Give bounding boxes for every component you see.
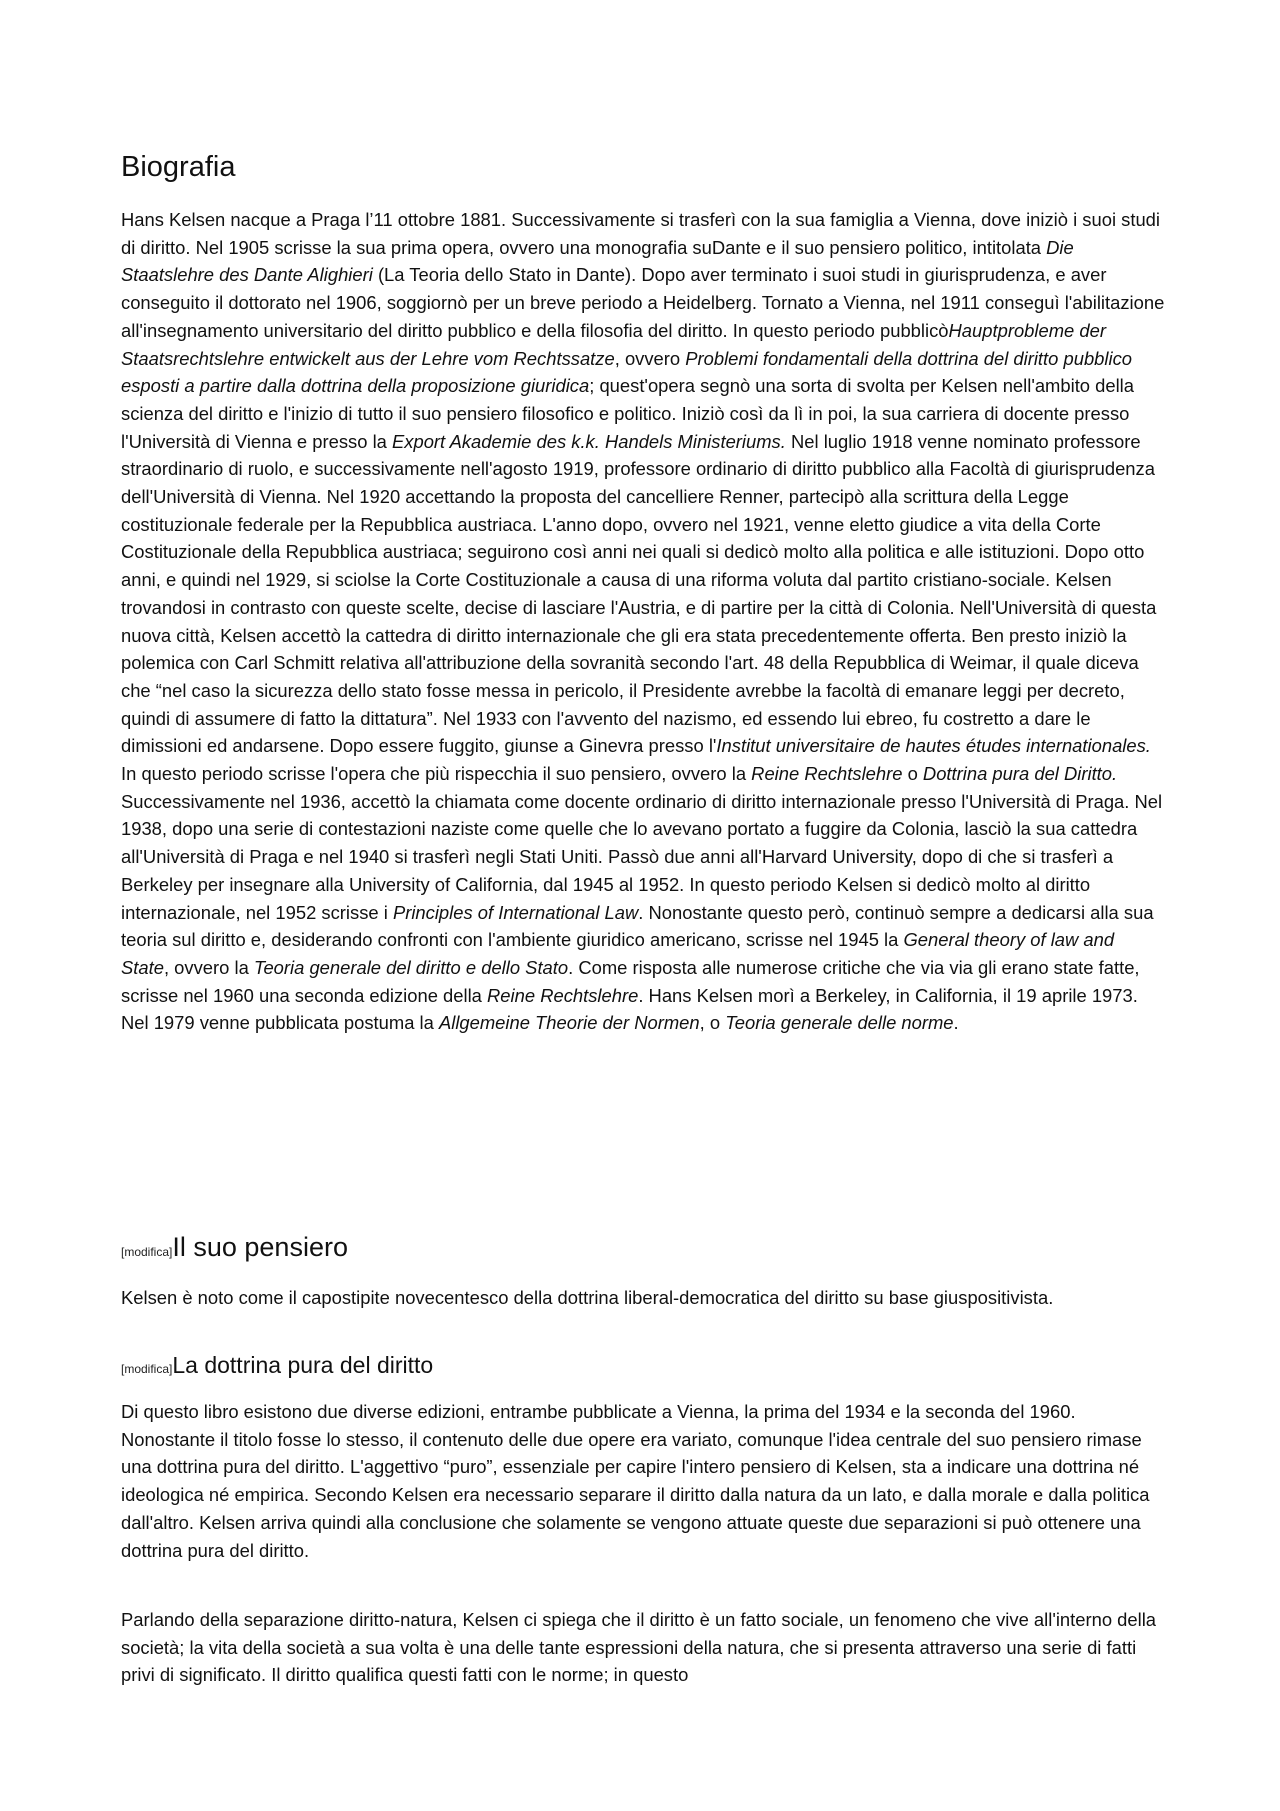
- bio-segment: Nel luglio 1918 venne nominato professore straordinario di ruolo, e successivamente nell'agosto 1919, professore ordinario di diritto pubblico alla Facoltà di giurisprudenza dell'Università di Vienna. Nel 1920 accettando la proposta del cancelliere Renner, partecipò alla scrittura della Legge costituzionale federale per la Repubblica austriaca. L'anno dopo, ovvero nel 1921, venne eletto giudice a vita della Corte Costituzionale della Repubblica austriaca; seguirono così anni nei quali si dedicò molto alla politica e alle istituzioni. Dopo otto anni, e quindi nel 1929, si sciolse la Corte Costituzionale a causa di una riforma voluta dal partito cristiano-sociale. Kelsen trovandosi in contrasto con queste scelte, decise di lasciare l'Austria, e di partire per la città di Colonia. Nell'Università di questa nuova città, Kelsen accettò la cattedra di diritto internazionale che gli era stata precedentemente offerta. Ben presto iniziò la polemica con Carl Schmitt relativa all'attribuzione della sovranità secondo l'art. 48 della Repubblica di Weimar, il quale diceva che “nel caso la sicurezza dello stato fosse messa in pericolo, il Presidente avrebbe la facoltà di emanare leggi per decreto, quindi di assumere di fatto la dittatura”. Nel 1933 con l'avvento del nazismo, ed essendo lui ebreo, fu costretto a dare le dimissioni ed andarsene. Dopo essere fuggito, giunse a Ginevra presso l': [121, 430, 1157, 757]
- bio-segment-italic: Problemi fondamentali della dottrina del diritto pubblico esposti a partire dalla dottrina della proposizione giuridica: [121, 347, 1132, 397]
- dottrina-paragraph-1: Di questo libro esistono due diverse edizioni, entrambe pubblicate a Vienna, la prima del 1934 e la seconda del 1960. Nonostante il titolo fosse lo stesso, il contenuto delle due opere era variato, comunque l'idea centrale del suo pensiero rimase una dottrina pura del diritto. L'aggettivo “puro”, essenziale per capire l'intero pensiero di Kelsen, sta a indicare una dottrina né ideologica né empirica. Secondo Kelsen era necessario separare il diritto dalla natura da un lato, e dalla morale e dalla politica dall'altro. Kelsen arriva quindi alla conclusione che solamente se vengono attuate queste due separazioni si può ottenere una dottrina pura del diritto.: [121, 1401, 1150, 1561]
- bio-segment-italic: Teoria generale del diritto e dello Stato: [253, 956, 569, 978]
- bio-segment-italic: Allgemeine Theorie der Normen: [438, 1012, 700, 1034]
- edit-link[interactable]: [modifica]: [121, 1245, 173, 1259]
- bio-segment-italic: Reine Rechtslehre: [487, 984, 639, 1006]
- heading-text: La dottrina pura del diritto: [172, 1352, 434, 1378]
- bio-segment: ; quest'opera segnò una sorta di svolta per Kelsen nell'ambito della scienza del diritto e l'inizio di tutto il suo pensiero filosofico e politico. Iniziò così da lì in poi, la sua carriera di docente presso l'Università di Vienna e presso la: [121, 375, 1134, 452]
- biography-paragraph: [121, 206, 1166, 1037]
- bio-segment-italic: Dottrina pura del Diritto.: [922, 763, 1118, 785]
- section-heading-il-suo-pensiero: [121, 1231, 348, 1263]
- bio-segment: , o: [699, 1012, 726, 1034]
- bio-segment-italic: Reine Rechtslehre: [751, 763, 903, 785]
- bio-segment-italic: Export Akademie des k.k. Handels Ministeriums.: [392, 430, 786, 452]
- bio-segment: . Nonostante questo però, continuò sempre a dedicarsi alla sua teoria sul diritto e, desiderando confronti con l'ambiente giuridico americano, scrisse nel 1945 la: [121, 901, 1154, 951]
- pensiero-paragraph: Kelsen è noto come il capostipite novecentesco della dottrina liberal-democratica del diritto su base giuspositivista.: [121, 1287, 1054, 1308]
- bio-segment: , ovvero la: [163, 956, 254, 978]
- bio-segment-italic: Teoria generale delle norme: [725, 1012, 954, 1034]
- bio-segment-italic: Institut universitaire de hautes études internationales.: [716, 735, 1151, 757]
- bio-segment: (La Teoria dello Stato in Dante). Dopo aver terminato i suoi studi in giurisprudenza, e aver conseguito il dottorato nel 1906, soggiornò per un breve periodo a Heidelberg. Tornato a Vienna, nel 1911 conseguì l'abilitazione all'insegnamento universitario del diritto pubblico e della filosofia del diritto. In questo periodo pubblicò: [121, 264, 1165, 341]
- bio-segment-italic: Hauptprobleme der Staatsrechtslehre entwickelt aus der Lehre vom Rechtssatze: [121, 319, 1106, 369]
- bio-segment: . Come risposta alle numerose critiche che via via gli erano state fatte, scrisse nel 1960 una seconda edizione della: [121, 956, 1140, 1006]
- bio-segment-italic: Die Staatslehre des Dante Alighieri: [121, 236, 1074, 286]
- bio-segment: Hans Kelsen nacque a Praga l’11 ottobre 1881. Successivamente si trasferì con la sua famiglia a Vienna, dove iniziò i suoi studi di diritto. Nel 1905 scrisse la sua prima opera, ovvero una monografia suDante e il suo pensiero politico, intitolata: [121, 209, 1160, 258]
- dottrina-paragraph-2: Parlando della separazione diritto-natura, Kelsen ci spiega che il diritto è un fatto sociale, un fenomeno che vive all'interno della società; la vita della società a sua volta è una delle tante espressioni della natura, che si presenta attraverso una serie di fatti privi di significato. Il diritto qualifica questi fatti con le norme; in questo: [121, 1609, 1157, 1686]
- bio-segment: . Hans Kelsen morì a Berkeley, in California, il 19 aprile 1973. Nel 1979 venne pubblicata postuma la: [121, 984, 1138, 1034]
- bio-segment: Successivamente nel 1936, accettò la chiamata come docente ordinario di diritto internazionale presso l'Università di Praga. Nel 1938, dopo una serie di contestazioni naziste come quelle che lo avevano portato a fuggire da Colonia, lasciò la sua cattedra all'Università di Praga e nel 1940 si trasferì negli Stati Uniti. Passò due anni all'Harvard University, dopo di che si trasferì a Berkeley per insegnare alla University of California, dal 1945 al 1952. In questo periodo Kelsen si dedicò molto al diritto internazionale, nel 1952 scrisse i: [121, 790, 1163, 923]
- bio-segment: o: [902, 763, 923, 785]
- bio-segment: , ovvero: [614, 347, 686, 369]
- bio-segment: In questo periodo scrisse l'opera che più rispecchia il suo pensiero, ovvero la: [121, 763, 752, 785]
- bio-segment: .: [953, 1012, 959, 1034]
- heading-text: Il suo pensiero: [172, 1232, 348, 1262]
- section-title-biografia: Biografia: [121, 151, 236, 183]
- bio-segment-italic: Principles of International Law: [392, 901, 639, 923]
- edit-link[interactable]: [modifica]: [121, 1362, 173, 1376]
- section-heading-dottrina-pura: [121, 1351, 433, 1379]
- bio-segment-italic: General theory of law and State: [121, 929, 1115, 978]
